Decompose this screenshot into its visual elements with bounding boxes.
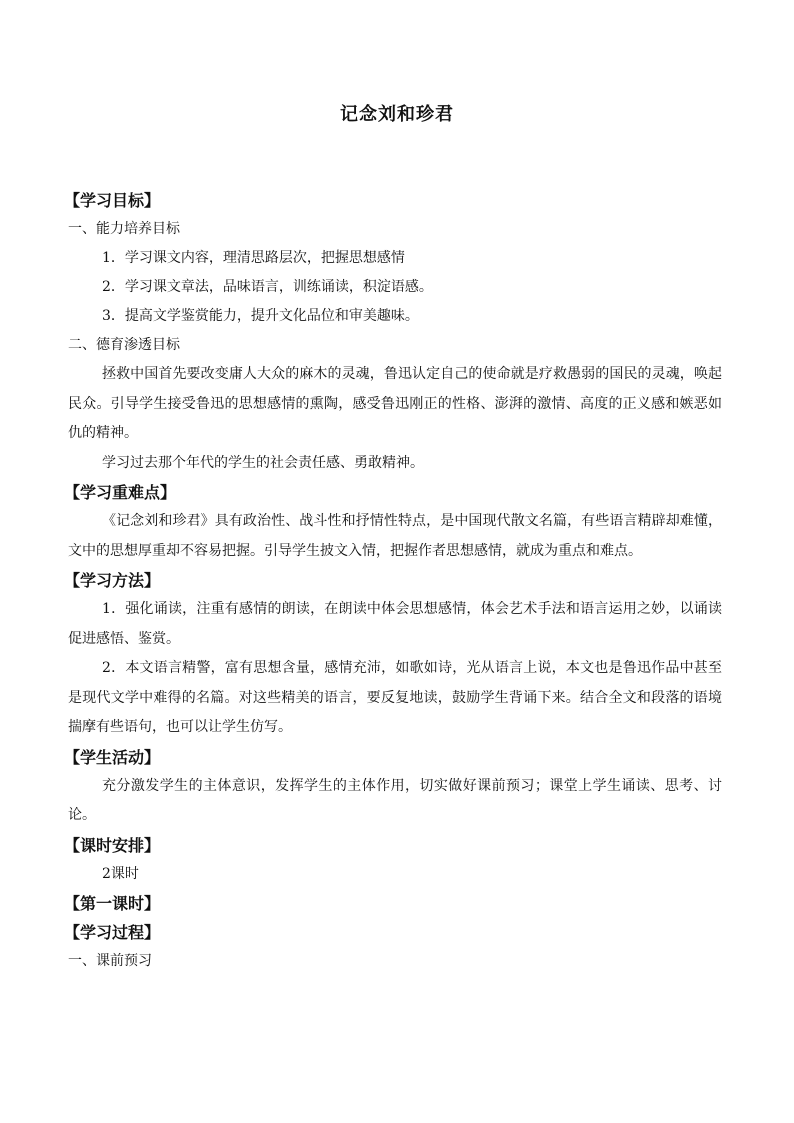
section-heading-method: 【学习方法】	[64, 571, 161, 590]
list-item: 2．学习课文章法，品味语言，训练诵读，积淀语感。	[102, 279, 433, 295]
subheading-preview: 一、课前预习	[68, 952, 152, 969]
paragraph: 充分激发学生的主体意识，发挥学生的主体作用，切实做好课前预习；课堂上学生诵读、思考、讨论。	[68, 777, 722, 823]
page-title: 记念刘和珍君	[340, 104, 454, 125]
list-item: 1．学习课文内容，理清思路层次，把握思想感情	[102, 250, 405, 266]
paragraph: 《记念刘和珍君》具有政治性、战斗性和抒情性特点，是中国现代散文名篇，有些语言精辟却难懂，文中的思想厚重却不容易把握。引导学生披文入情，把握作者思想感情，就成为重点和难点。	[68, 513, 722, 559]
paragraph: 2．本文语言精警，富有思想含量，感情充沛，如歌如诗，光从语言上说，本文也是鲁迅作品中甚至是现代文学中难得的名篇。对这些精美的语言，要反复地读，鼓励学生背诵下来。结合全文和段落的语境揣摩有些语句，也可以让学生仿写。	[68, 660, 722, 735]
section-heading-activity: 【学生活动】	[64, 747, 161, 767]
schedule-text: 2课时	[102, 865, 139, 882]
section-heading-difficulty: 【学习重难点】	[64, 483, 177, 502]
section-heading-process: 【学习过程】	[64, 922, 161, 942]
paragraph: 1．强化诵读，注重有感情的朗读，在朗读中体会思想感情，体会艺术手法和语言运用之妙，以诵读促进感悟、鉴赏。	[68, 601, 722, 647]
section-heading-schedule: 【课时安排】	[64, 835, 161, 855]
subheading-moral: 二、德育渗透目标	[68, 337, 180, 353]
paragraph: 拯救中国首先要改变庸人大众的麻木的灵魂，鲁迅认定自己的使命就是疗救愚弱的国民的灵魂，唤起民众。引导学生接受鲁迅的思想感情的熏陶，感受鲁迅刚正的性格、澎湃的激情、高度的正义感和嫉恶如仇的精神。	[68, 366, 722, 441]
section-heading-objectives: 【学习目标】	[64, 191, 161, 210]
section-heading-first-lesson: 【第一课时】	[64, 893, 161, 913]
document-body	[64, 186, 722, 976]
subheading-ability: 一、能力培养目标	[68, 221, 180, 237]
list-item: 3．提高文学鉴赏能力，提升文化品位和审美趣味。	[102, 308, 419, 324]
paragraph: 学习过去那个年代的学生的社会责任感、勇敢精神。	[102, 454, 424, 471]
